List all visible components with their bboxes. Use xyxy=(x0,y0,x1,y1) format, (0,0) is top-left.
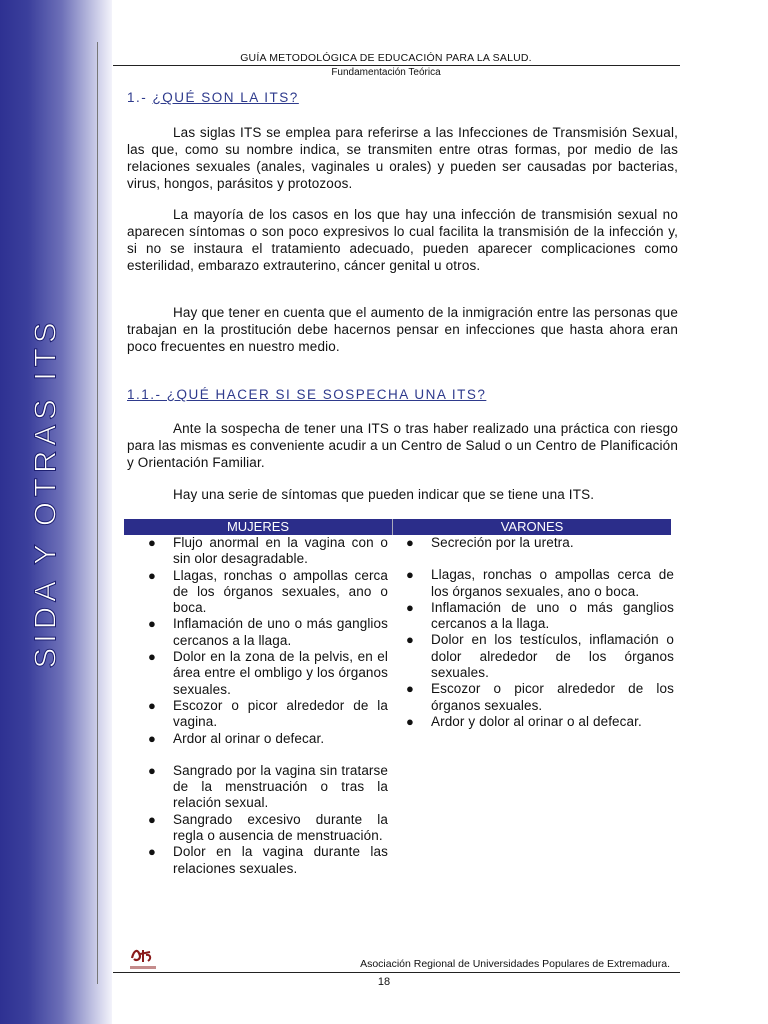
list-item xyxy=(392,600,676,633)
header-rule xyxy=(113,65,680,66)
women-symptom-text: Dolor en la vagina durante las relaciones sexuales. xyxy=(173,844,388,876)
bullet-icon: ● xyxy=(148,844,156,860)
list-item xyxy=(124,535,392,568)
bullet-icon: ● xyxy=(148,567,156,583)
women-symptom-text: Inflamación de uno o más ganglios cercanos a la llaga. xyxy=(173,616,388,648)
list-item xyxy=(392,567,676,600)
bullet-icon: ● xyxy=(148,762,156,778)
bullet-icon: ● xyxy=(406,681,414,697)
men-symptom-text: Dolor en los testículos, inflamación o dolor alrededor de los órganos sexuales. xyxy=(431,632,674,681)
bullet-icon: ● xyxy=(406,535,414,550)
bullet-icon: ● xyxy=(148,616,156,632)
paragraph-2 xyxy=(127,206,678,274)
women-symptom-text: Dolor en la zona de la pelvis, en el área entre el ombligo y los órganos sexuales. xyxy=(173,649,388,697)
list-item xyxy=(392,714,676,730)
section-1-title: ¿QUÉ SON LA ITS? xyxy=(152,90,299,105)
list-gap xyxy=(124,747,392,763)
bullet-icon: ● xyxy=(148,730,156,746)
paragraph-5 xyxy=(127,486,678,503)
bullet-icon: ● xyxy=(406,713,414,729)
section-1-number: 1.- xyxy=(127,90,148,105)
sidebar-title-text: SIDA Y OTRAS ITS xyxy=(28,316,63,669)
men-symptoms-list xyxy=(392,535,676,730)
symptoms-table-header xyxy=(124,519,673,535)
women-column-header: MUJERES xyxy=(124,519,393,535)
footer-organization: Asociación Regional de Universidades Populares de Extremadura. xyxy=(360,958,670,970)
list-item xyxy=(124,649,392,698)
section-2-heading xyxy=(127,387,486,402)
margin-rule xyxy=(97,42,98,984)
list-item xyxy=(124,616,392,649)
bullet-icon: ● xyxy=(406,632,414,648)
women-symptom-text: Escozor o picor alrededor de la vagina. xyxy=(173,697,388,730)
men-symptoms-column xyxy=(392,535,676,877)
bullet-icon: ● xyxy=(148,697,156,713)
paragraph-3-text: Hay que tener en cuenta que el aumento de la inmigración entre las personas que trabajan en la prostitución debe hacernos pensar en infecciones que hasta ahora eran poco frecuentes en nuestro medio. xyxy=(127,305,678,354)
women-symptom-text: Sangrado excesivo durante la regla o ausencia de menstruación. xyxy=(173,811,388,844)
list-item xyxy=(124,698,392,731)
men-symptom-text: Ardor y dolor al orinar o al defecar. xyxy=(431,713,642,729)
list-item xyxy=(124,568,392,617)
paragraph-1-text: Las siglas ITS se emplea para referirse a las Infecciones de Transmisión Sexual, las que, como su nombre indica, se transmiten entre otras formas, por medio de las relaciones sexuales (anales, vaginales u orales) y pueden ser causadas por bacterias, virus, hongos, parásitos y protozoos. xyxy=(127,125,678,191)
paragraph-4-text: Ante la sospecha de tener una ITS o tras haber realizado una práctica con riesgo para las mismas es conveniente acudir a un Centro de Salud o un Centro de Planificación y Orientación Familiar. xyxy=(127,421,678,470)
bullet-icon: ● xyxy=(148,811,156,827)
men-symptom-text: Llagas, ronchas o ampollas cerca de los órganos sexuales, ano o boca. xyxy=(431,567,674,599)
list-item xyxy=(392,535,676,551)
list-item xyxy=(124,844,392,877)
sidebar-band xyxy=(0,0,112,1024)
aupex-logo xyxy=(128,942,158,972)
bullet-icon: ● xyxy=(148,649,156,665)
women-symptoms-list xyxy=(124,535,392,877)
women-symptom-text: Ardor al orinar o defecar. xyxy=(173,730,325,746)
bullet-icon: ● xyxy=(406,567,414,583)
bullet-icon: ● xyxy=(406,599,414,615)
page-number: 18 xyxy=(377,976,391,988)
symptoms-table-body xyxy=(124,535,676,877)
men-symptom-text: Secreción por la uretra. xyxy=(431,535,574,550)
men-symptom-text: Inflamación de uno o más ganglios cercanos a la llaga. xyxy=(431,599,674,632)
sidebar-title xyxy=(16,316,76,669)
list-item xyxy=(392,681,676,714)
header-subtitle: Fundamentación Teórica xyxy=(331,67,441,78)
paragraph-3 xyxy=(127,304,678,355)
paragraph-4 xyxy=(127,420,678,471)
list-item xyxy=(124,731,392,747)
paragraph-5-text: Hay una serie de síntomas que pueden indicar que se tiene una ITS. xyxy=(173,487,595,502)
women-symptom-text: Flujo anormal en la vagina con o sin olor desagradable. xyxy=(173,535,388,567)
women-symptom-text: Sangrado por la vagina sin tratarse de la menstruación o tras la relación sexual. xyxy=(173,762,388,811)
section-1-heading xyxy=(127,90,299,105)
list-item xyxy=(124,763,392,812)
bullet-icon: ● xyxy=(148,535,156,550)
list-gap xyxy=(392,551,676,567)
header-title: GUÍA METODOLÓGICA DE EDUCACIÓN PARA LA SALUD. xyxy=(240,52,532,64)
list-item xyxy=(124,812,392,845)
footer-rule xyxy=(113,972,680,973)
men-column-header: VARONES xyxy=(393,519,671,535)
men-symptom-text: Escozor o picor alrededor de los órganos sexuales. xyxy=(431,681,674,713)
paragraph-1 xyxy=(127,124,678,192)
section-2-title: 1.1.- ¿QUÉ HACER SI SE SOSPECHA UNA ITS? xyxy=(127,387,487,402)
list-item xyxy=(392,632,676,681)
women-symptom-text: Llagas, ronchas o ampollas cerca de los órganos sexuales, ano o boca. xyxy=(173,567,388,616)
women-symptoms-column xyxy=(124,535,392,877)
paragraph-2-text: La mayoría de los casos en los que hay una infección de transmisión sexual no aparecen síntomas o son poco expresivos lo cual facilita la transmisión de la infección y, si no se instaura el tratamiento adecuado, pueden aparecer complicaciones como esterilidad, embarazo extrauterino, cáncer genital u otros. xyxy=(127,207,678,273)
